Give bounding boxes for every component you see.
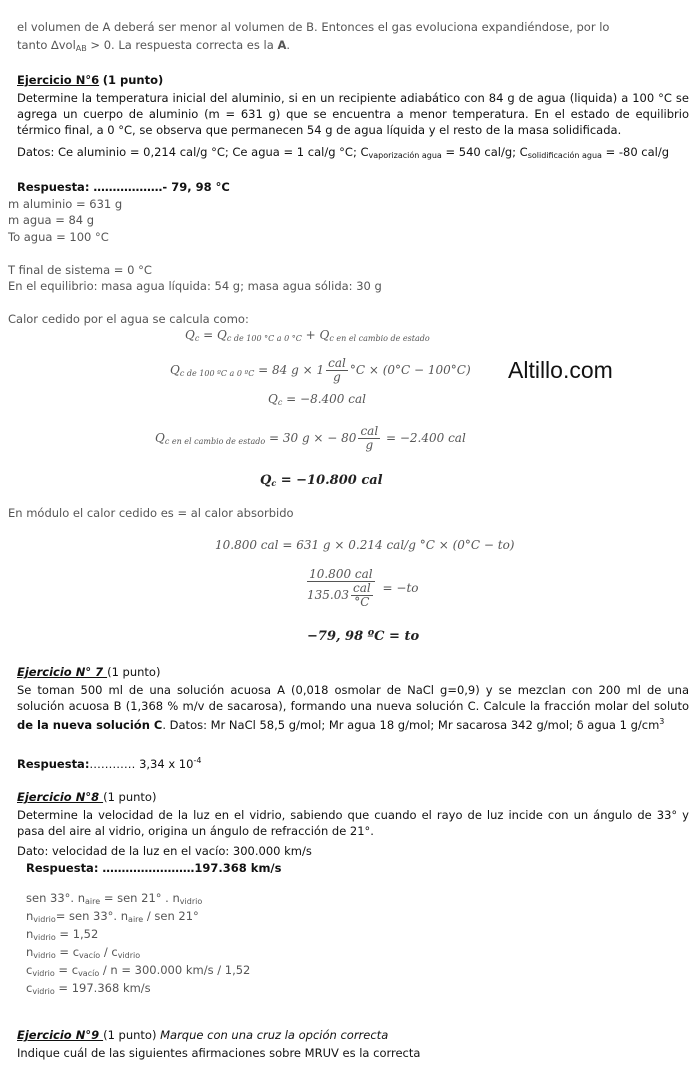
ex7-statement: Se toman 500 ml de una solución acuosa A (0,018 osmolar de NaCl g=0,9) y se mezclan con 200 ml de una solución acuosa B (1,368 % m/v de sacarosa), formando una nueva solución C. Calcule la fracción molar del soluto de la nueva solución C. Datos: Mr NaCl 58,5 g/mol; Mr agua 18 g/mol; Mr sacarosa 342 g/mol; δ agua 1 $g/cm^3$	[17, 683, 689, 732]
ex6-eq-6: 10.800 cal = 631 g × 0.214 cal/g °C × (0°C − to)	[215, 538, 515, 552]
ex8-work-6: $c_{vidrio} = 197.368$ km/s	[26, 981, 151, 996]
ex9-heading: Ejercicio N°9 (1 punto) Marque con una cruz la opción correcta	[17, 1028, 389, 1042]
ex6-tfinal: T final de sistema = 0 °C	[8, 263, 152, 277]
intro-line-2: tanto ∆vol$_{AB}$ > 0. La respuesta correcta es la A.	[17, 38, 290, 53]
ex6-eq-3: $Q_c = -8.400$ cal	[268, 392, 366, 407]
ex6-eq-8: −79, 98 ºC = to	[307, 629, 420, 644]
ex6-heading: Ejercicio N°6 (1 punto)	[17, 73, 164, 87]
ex6-statement: Determine la temperatura inicial del aluminio, si en un recipiente adiabático con 84 g de agua (liquida) a 100 °C se agrega un cuerpo de aluminio (m = 631 g) que se encuentra a menor temperatura. En el estado de equilibrio térmico final, a 0 °C, se observa que permanecen 54 g de agua líquida y el resto de la masa solidificada.	[17, 91, 689, 137]
ex9-statement: Indique cuál de las siguientes afirmaciones sobre MRUV es la correcta	[17, 1046, 421, 1060]
ex6-equilibrio: En el equilibrio: masa agua líquida: 54 g; masa agua sólida: 30 g	[8, 279, 382, 293]
ex8-answer: Respuesta: ……………………197.368 km/s	[26, 861, 282, 875]
ex6-eq-1: $Q_c = Q_{c de 100 ^\circ C a 0 ^\circ C} + Q_{c en el cambio de estado}$	[185, 328, 430, 343]
ex7-heading: Ejercicio N° 7 (1 punto)	[17, 665, 161, 679]
ex6-given-1: m aluminio = 631 g	[8, 197, 123, 211]
ex8-work-1: sen 33°. $n_{aire}$ = sen 21° . $n_{vidrio}$	[26, 891, 203, 906]
ex8-heading: Ejercicio N°8 (1 punto)	[17, 790, 157, 804]
ex8-work-4: $n_{vidrio} = c_{vacío} / c_{vidrio}$	[26, 945, 141, 960]
intro-line-1: el volumen de A deberá ser menor al volumen de B. Entonces el gas evoluciona expandiéndose, por lo	[17, 20, 610, 34]
ex7-answer: Respuesta:………… 3,34 x $10^{-4}$	[17, 756, 202, 771]
ex6-eq-7: 10.800 cal 135.03 $\frac{\text{cal}}{^\circ C}$ = −to	[307, 567, 419, 609]
ex8-dato: Dato: velocidad de la luz en el vacío: 300.000 km/s	[17, 844, 312, 858]
ex8-statement: Determine la velocidad de la luz en el vidrio, sabiendo que cuando el rayo de luz incide con un ángulo de 33° y pasa del aire al vidrio, origina un ángulo de refracción de 21°.	[17, 808, 689, 838]
ex6-eq-2: $Q_{c de 100 ºC a 0 ºC} = 84$ g × 1 $\frac{\text{cal}}{g}$ °C × (0°C − 100°C)	[170, 356, 471, 384]
ex6-answer: Respuesta: ………………- 79, 98 °C	[17, 180, 230, 194]
ex6-calor-intro: Calor cedido por el agua se calcula como:	[8, 312, 249, 326]
watermark-text: Altillo.com	[508, 357, 613, 383]
ex6-datos: Datos: Ce aluminio = 0,214 cal/g °C; Ce agua = 1 cal/g °C; $C_{vaporización agua} = 540$ cal/g; $C_{solidificación agua} = -80$ cal/g	[17, 145, 670, 160]
ex6-eq-4: $Q_{c en el cambio de estado} = 30$ g × − 80 $\frac{\text{cal}}{g}$ = −2.400 cal	[155, 424, 466, 452]
ex8-work-2: $n_{vidrio}=$ sen 33°. $n_{aire}$ / sen 21°	[26, 909, 199, 924]
ex6-given-2: m agua = 84 g	[8, 213, 95, 227]
ex6-given-3: To agua = 100 °C	[8, 230, 109, 244]
ex8-work-5: $c_{vidrio} = c_{vacío} / n = 300.000$ km/s / 1,52	[26, 963, 251, 978]
ex6-eq-5: $Q_c = -10.800$ cal	[260, 473, 383, 488]
ex6-modulo: En módulo el calor cedido es = al calor absorbido	[8, 506, 294, 520]
ex8-work-3: $n_{vidrio} = 1,52$	[26, 927, 99, 942]
